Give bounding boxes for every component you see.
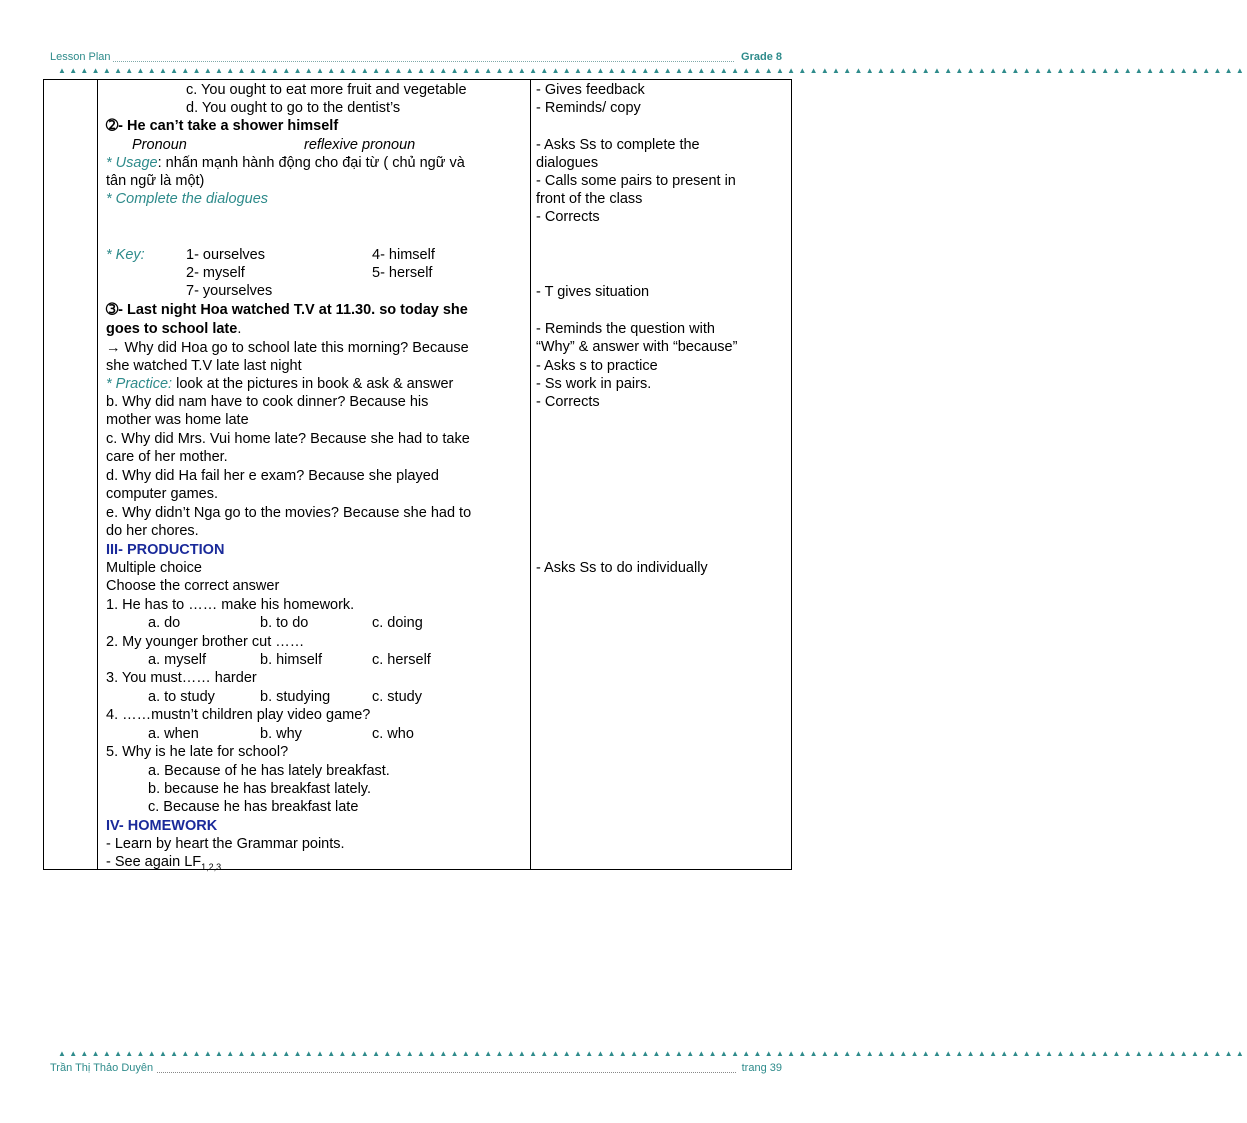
homework-item-2-subscript: 1,2,3	[201, 861, 222, 872]
answer-option: a. Because of he has lately breakfast.	[148, 763, 390, 779]
activity-line: - Gives feedback	[536, 82, 645, 98]
lesson-table	[43, 79, 792, 870]
answer-option: c. doing	[372, 615, 423, 631]
usage-line-2: tân ngữ là một)	[106, 173, 205, 189]
arrow-icon: →	[106, 340, 121, 356]
usage-label: * Usage	[106, 155, 158, 171]
page-footer	[50, 1062, 782, 1076]
activity-line: - Corrects	[536, 209, 600, 225]
homework-item-2-text: - See again LF	[106, 854, 202, 870]
table-col-divider-1	[97, 80, 98, 869]
key-item: 1- ourselves	[186, 247, 265, 263]
practice-d-line: d. Why did Ha fail her e exam? Because she played	[106, 468, 439, 484]
homework-item-2	[106, 853, 221, 876]
practice-line	[106, 375, 453, 393]
practice-e-line-2: do her chores.	[106, 523, 199, 539]
complete-dialogues: * Complete the dialogues	[106, 191, 269, 207]
homework-heading: IV- HOMEWORK	[106, 818, 218, 834]
answer-option: b. himself	[260, 652, 323, 668]
section-3-title: Last night Hoa watched T.V at 11.30. so today she	[127, 302, 468, 318]
answer-option: a. to study	[148, 689, 215, 705]
practice-c-line: c. Why did Mrs. Vui home late? Because she had to take	[106, 431, 470, 447]
activity-line: - Asks Ss to do individually	[536, 560, 708, 576]
option-d-line: d. You ought to go to the dentist’s	[186, 100, 401, 116]
section-3-number: ➂-	[106, 302, 123, 318]
activity-line: - Reminds the question with	[536, 321, 715, 337]
answer-option: b. why	[260, 726, 302, 742]
section-3-heading	[106, 301, 468, 319]
answer-option: c. Because he has breakfast late	[148, 799, 359, 815]
question-3: 3. You must…… harder	[106, 670, 257, 686]
activity-line: - Corrects	[536, 394, 600, 410]
activity-line: - Reminds/ copy	[536, 100, 641, 116]
header-dotted-rule	[50, 61, 782, 62]
activity-line: - Ss work in pairs.	[536, 376, 652, 392]
section-3-title-line-2	[106, 320, 241, 338]
footer-triangle-border: ▲▲▲▲▲▲▲▲▲▲▲▲▲▲▲▲▲▲▲▲▲▲▲▲▲▲▲▲▲▲▲▲▲▲▲▲▲▲▲▲▲▲▲▲▲▲▲▲▲▲▲▲▲▲▲▲▲▲▲▲▲▲▲▲▲▲▲▲▲▲▲▲▲▲▲▲▲▲▲▲▲▲▲▲▲▲▲▲▲▲▲▲▲▲▲▲▲▲▲▲▲▲▲▲▲▲	[58, 1049, 1247, 1058]
choose-instruction: Choose the correct answer	[106, 578, 280, 594]
answer-option: b. to do	[260, 615, 309, 631]
practice-text: look at the pictures in book & ask & answer	[176, 376, 454, 392]
activity-line: “Why” & answer with “because”	[536, 339, 738, 355]
page-header	[50, 51, 782, 65]
question-4: 4. ……mustn’t children play video game?	[106, 707, 371, 723]
section-2-heading	[106, 117, 338, 135]
practice-c-line-2: care of her mother.	[106, 449, 228, 465]
question-5: 5. Why is he late for school?	[106, 744, 289, 760]
activity-line: - T gives situation	[536, 284, 650, 300]
activity-line: - Calls some pairs to present in	[536, 173, 736, 189]
section-3-title-end: .	[237, 321, 242, 337]
key-item: 7- yourselves	[186, 283, 273, 299]
section-2-title: He can’t take a shower himself	[127, 118, 339, 134]
question-1: 1. He has to …… make his homework.	[106, 597, 355, 613]
table-col-divider-2	[530, 80, 531, 869]
option-c-line: c. You ought to eat more fruit and vegetable	[186, 82, 467, 98]
usage-line	[106, 154, 465, 172]
practice-e-line: e. Why didn’t Nga go to the movies? Because she had to	[106, 505, 472, 521]
answer-option: c. herself	[372, 652, 431, 668]
activity-line: - Asks s to practice	[536, 358, 658, 374]
practice-d-line-2: computer games.	[106, 486, 219, 502]
answer-option: a. myself	[148, 652, 207, 668]
homework-item-1: - Learn by heart the Grammar points.	[106, 836, 345, 852]
header-left-title: Lesson Plan	[50, 51, 111, 63]
footer-page-number: trang 39	[736, 1062, 782, 1074]
activity-line: front of the class	[536, 191, 643, 207]
why-question-line	[106, 339, 469, 357]
activity-line: - Asks Ss to complete the	[536, 137, 700, 153]
activity-line: dialogues	[536, 155, 599, 171]
key-label: * Key:	[106, 247, 145, 263]
multiple-choice-label: Multiple choice	[106, 560, 202, 576]
footer-author: Trần Thị Thảo Duyên	[50, 1062, 156, 1074]
key-item: 4- himself	[372, 247, 435, 263]
answer-option: a. when	[148, 726, 199, 742]
practice-b-line-2: mother was home late	[106, 412, 249, 428]
usage-text: : nhấn mạnh hành động cho đại từ ( chủ ngữ và	[157, 155, 465, 171]
answer-option: b. studying	[260, 689, 331, 705]
answer-option: c. study	[372, 689, 422, 705]
key-item: 2- myself	[186, 265, 245, 281]
why-question-text: Why did Hoa go to school late this morning? Because	[124, 340, 469, 356]
pronoun-label: Pronoun	[132, 137, 187, 153]
key-item: 5- herself	[372, 265, 433, 281]
section-3-title-2: goes to school late	[106, 321, 238, 337]
answer-option: c. who	[372, 726, 414, 742]
answer-option: a. do	[148, 615, 181, 631]
practice-b-line: b. Why did nam have to cook dinner? Because his	[106, 394, 429, 410]
section-2-number: ➁-	[106, 118, 123, 134]
header-grade: Grade 8	[735, 51, 782, 63]
question-2: 2. My younger brother cut ……	[106, 634, 305, 650]
footer-dotted-rule	[50, 1072, 782, 1073]
header-triangle-border: ▲▲▲▲▲▲▲▲▲▲▲▲▲▲▲▲▲▲▲▲▲▲▲▲▲▲▲▲▲▲▲▲▲▲▲▲▲▲▲▲▲▲▲▲▲▲▲▲▲▲▲▲▲▲▲▲▲▲▲▲▲▲▲▲▲▲▲▲▲▲▲▲▲▲▲▲▲▲▲▲▲▲▲▲▲▲▲▲▲▲▲▲▲▲▲▲▲▲▲▲▲▲▲▲▲▲	[58, 66, 1247, 75]
why-answer-line: she watched T.V late last night	[106, 358, 302, 374]
answer-option: b. because he has breakfast lately.	[148, 781, 372, 797]
production-heading: III- PRODUCTION	[106, 542, 225, 558]
reflexive-pronoun-label: reflexive pronoun	[304, 137, 416, 153]
practice-label: * Practice:	[106, 376, 173, 392]
